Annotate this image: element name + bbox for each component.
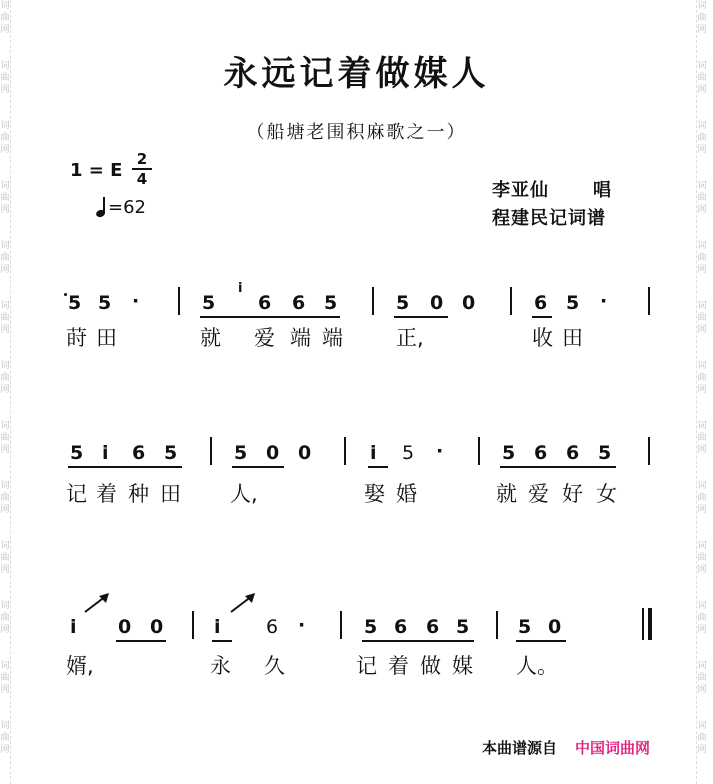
rising-arrow-icon (82, 592, 112, 614)
tempo-marking (96, 197, 146, 218)
note: 0 (548, 616, 562, 638)
source-footer (482, 737, 650, 758)
watermark-glyph: 曲 (0, 673, 10, 683)
beam (394, 316, 448, 318)
watermark-glyph: 曲 (0, 373, 10, 383)
watermark-glyph: 词 (697, 721, 707, 731)
watermark-glyph: 曲 (697, 133, 707, 143)
time-signature-top: 2 (136, 150, 148, 168)
watermark-glyph: 网 (0, 505, 10, 515)
lyric: 爱 (254, 326, 275, 350)
singer-credit (492, 176, 612, 202)
note: 5 (324, 292, 338, 314)
lyric: 媒 (452, 654, 473, 678)
note: 0 (462, 292, 476, 314)
note: 5 (234, 442, 248, 464)
lyric: 永 (210, 654, 231, 678)
watermark-glyph: 曲 (697, 313, 707, 323)
watermark-glyph: 网 (697, 625, 707, 635)
lyric: 婚 (396, 482, 417, 506)
lyric: 记 (356, 654, 377, 678)
watermark-glyph: 词 (0, 61, 10, 71)
note: 6 (394, 616, 408, 638)
watermark-glyph: 曲 (0, 13, 10, 23)
watermark-glyph: 词 (0, 661, 10, 671)
beam (368, 466, 388, 468)
lyric: 人。 (516, 654, 558, 678)
lyric: 做 (420, 654, 441, 678)
lyric: 记 (66, 482, 87, 506)
watermark-glyph: 网 (697, 85, 707, 95)
note: 0 (430, 292, 444, 314)
lyric: 着 (96, 482, 117, 506)
watermark-glyph: 曲 (0, 313, 10, 323)
watermark-glyph: 网 (0, 85, 10, 95)
watermark-glyph: 词 (697, 661, 707, 671)
lyric: 就 (200, 326, 221, 350)
watermark-glyph: 网 (697, 265, 707, 275)
beam (212, 640, 232, 642)
beam (200, 316, 340, 318)
watermark-glyph: 词 (0, 241, 10, 251)
song-subtitle: （船塘老围积麻歌之一） (246, 122, 467, 143)
barline (178, 287, 180, 315)
watermark-glyph: 词 (697, 601, 707, 611)
lyric: 端 (290, 326, 311, 350)
note: 5 (70, 442, 84, 464)
watermark-glyph: 曲 (697, 373, 707, 383)
grace-note: i (238, 281, 243, 296)
watermark-glyph: 词 (697, 421, 707, 431)
watermark-glyph: 曲 (697, 193, 707, 203)
note: i (102, 442, 109, 464)
note: 5 (502, 442, 516, 464)
lyric: 田 (562, 326, 583, 350)
watermark-glyph: 词 (697, 121, 707, 131)
watermark-glyph: 曲 (0, 253, 10, 263)
barline (192, 611, 194, 639)
transcriber-credit: 程建民记词谱 (492, 208, 606, 229)
watermark-glyph: 曲 (0, 73, 10, 83)
watermark-glyph: 网 (0, 745, 10, 755)
note: 0 (118, 616, 132, 638)
beam (362, 640, 474, 642)
barline (510, 287, 512, 315)
watermark-glyph: 网 (697, 565, 707, 575)
watermark-glyph: 词 (697, 1, 707, 11)
lyric: 着 (388, 654, 409, 678)
watermark-glyph: 曲 (0, 613, 10, 623)
watermark-glyph: 网 (0, 625, 10, 635)
note: 0 (266, 442, 280, 464)
watermark-glyph: 网 (697, 745, 707, 755)
lyric: 种 (128, 482, 149, 506)
watermark-glyph: 曲 (0, 193, 10, 203)
barline (648, 437, 650, 465)
note: 6 (266, 616, 279, 638)
lyric: 好 (562, 482, 583, 506)
watermark-glyph: 网 (697, 205, 707, 215)
note: 5 (396, 292, 410, 314)
note: i (214, 616, 221, 638)
watermark-glyph: 曲 (697, 253, 707, 263)
lyric: 婿, (66, 654, 94, 678)
watermark-glyph: 词 (697, 301, 707, 311)
watermark-glyph: 曲 (697, 493, 707, 503)
watermark-glyph: 曲 (697, 673, 707, 683)
watermark-glyph: 词 (0, 121, 10, 131)
watermark-glyph: 曲 (697, 13, 707, 23)
dot: · (132, 290, 140, 312)
key-signature: 1 = E (70, 160, 123, 181)
song-title: 永远记着做媒人 (223, 54, 490, 94)
lyric: 女 (596, 482, 617, 506)
singer-role: 唱 (593, 180, 612, 201)
watermark-glyph: 曲 (697, 553, 707, 563)
watermark-glyph: 网 (697, 445, 707, 455)
dot: · (600, 290, 608, 312)
barline (372, 287, 374, 315)
note: 5 (164, 442, 178, 464)
watermark-glyph: 网 (697, 25, 707, 35)
watermark-glyph: 网 (0, 385, 10, 395)
brand-link[interactable]: 中国词曲网 (575, 739, 651, 757)
watermark-glyph: 曲 (697, 733, 707, 743)
rising-arrow-icon (228, 592, 258, 614)
watermark-glyph: 词 (697, 481, 707, 491)
dot: · (298, 614, 306, 636)
lyric: 田 (96, 326, 117, 350)
note: 5 (98, 292, 112, 314)
watermark-glyph: 词 (0, 301, 10, 311)
watermark-glyph: 曲 (0, 493, 10, 503)
time-signature-bottom: 4 (136, 170, 148, 188)
note: 6 (426, 616, 440, 638)
watermark-glyph: 词 (697, 181, 707, 191)
watermark-glyph: 词 (0, 361, 10, 371)
source-label: 本曲谱源自 (482, 739, 558, 757)
barline (344, 437, 346, 465)
watermark-glyph: 网 (0, 145, 10, 155)
watermark-glyph: 词 (0, 181, 10, 191)
barline (478, 437, 480, 465)
tempo-value: =62 (108, 197, 146, 218)
lyric: 久 (264, 654, 285, 678)
lyric: 人, (230, 482, 258, 506)
watermark-glyph: 曲 (0, 553, 10, 563)
note: i (370, 442, 377, 464)
note: 5 (456, 616, 470, 638)
beam (116, 640, 166, 642)
watermark-glyph: 曲 (0, 733, 10, 743)
watermark-glyph: 曲 (697, 73, 707, 83)
barline (340, 611, 342, 639)
final-barline-thin (642, 608, 644, 640)
watermark-glyph: 曲 (0, 433, 10, 443)
note: 0 (298, 442, 312, 464)
note: 6 (534, 442, 548, 464)
watermark-glyph: 网 (697, 325, 707, 335)
beam (68, 466, 182, 468)
beam (516, 640, 566, 642)
note: 5 (566, 292, 580, 314)
lyric: 端 (322, 326, 343, 350)
watermark-glyph: 曲 (697, 433, 707, 443)
lyric: 田 (160, 482, 181, 506)
watermark-glyph: 词 (697, 361, 707, 371)
note: 5 (364, 616, 378, 638)
watermark-glyph: 词 (697, 541, 707, 551)
barline (648, 287, 650, 315)
high-dot (64, 293, 67, 296)
watermark-glyph: 词 (0, 541, 10, 551)
watermark-glyph: 网 (0, 325, 10, 335)
watermark-glyph: 网 (697, 145, 707, 155)
watermark-glyph: 曲 (0, 133, 10, 143)
watermark-glyph: 网 (0, 445, 10, 455)
note: 5 (68, 292, 82, 314)
watermark-glyph: 词 (0, 1, 10, 11)
note: 0 (150, 616, 164, 638)
watermark-glyph: 曲 (697, 613, 707, 623)
note: 5 (402, 442, 415, 464)
lyric: 就 (496, 482, 517, 506)
watermark-glyph: 词 (0, 421, 10, 431)
beam (532, 316, 552, 318)
lyric: 爱 (528, 482, 549, 506)
watermark-glyph: 网 (697, 505, 707, 515)
note: 5 (598, 442, 612, 464)
watermark-glyph: 词 (697, 241, 707, 251)
watermark-glyph: 词 (0, 601, 10, 611)
watermark-glyph: 词 (697, 61, 707, 71)
note: 5 (518, 616, 532, 638)
final-barline-thick (648, 608, 652, 640)
beam (500, 466, 616, 468)
watermark-glyph: 网 (697, 685, 707, 695)
time-signature (132, 151, 152, 187)
barline (210, 437, 212, 465)
watermark-glyph: 网 (0, 25, 10, 35)
watermark-glyph: 网 (0, 205, 10, 215)
note: 5 (202, 292, 216, 314)
barline (496, 611, 498, 639)
note: 6 (534, 292, 548, 314)
lyric: 娶 (364, 482, 385, 506)
watermark-glyph: 词 (0, 481, 10, 491)
watermark-glyph: 网 (0, 685, 10, 695)
watermark-glyph: 词 (0, 721, 10, 731)
watermark-glyph: 网 (697, 385, 707, 395)
lyric: 收 (532, 326, 553, 350)
lyric: 莳 (66, 326, 87, 350)
lyric: 正, (396, 326, 424, 350)
note: 6 (132, 442, 146, 464)
note: 6 (566, 442, 580, 464)
beam (232, 466, 284, 468)
note: 6 (258, 292, 272, 314)
note: 6 (292, 292, 306, 314)
note: i (70, 616, 77, 638)
watermark-glyph: 网 (0, 265, 10, 275)
singer-name: 李亚仙 (492, 180, 549, 201)
dot: · (436, 440, 444, 462)
quarter-note-icon (96, 197, 108, 217)
watermark-glyph: 网 (0, 565, 10, 575)
